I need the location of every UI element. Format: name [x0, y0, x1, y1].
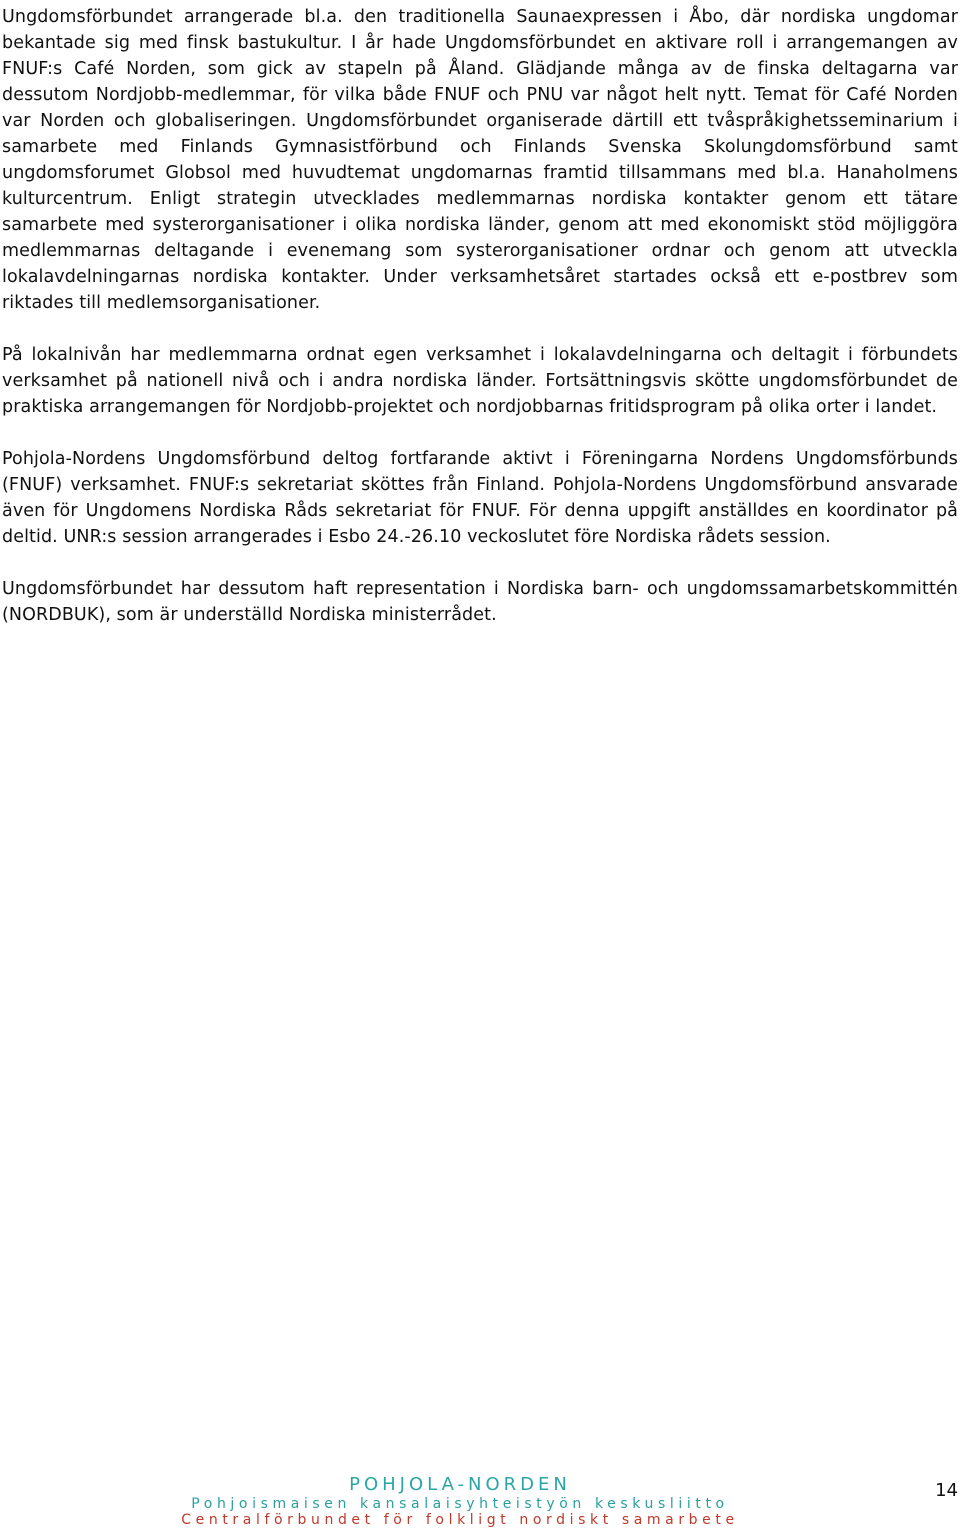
- footer-brand: POHJOLA-NORDEN: [349, 1474, 571, 1495]
- paragraph-3: Pohjola-Nordens Ungdomsförbund deltog fortfarande aktivt i Föreningarna Nordens Ungdomsförbunds (FNUF) verksamhet. FNUF:s sekretariat sköttes från Finland. Pohjola-Nordens Ungdomsförbund ansvarade även för Ungdomens Nordiska Råds sekretariat för FNUF. För denna uppgift anställdes en koordinator på deltid. UNR:s session arrangerades i Esbo 24.-26.10 veckoslutet före Nordiska rådets session.: [2, 449, 958, 547]
- document-body: [2, 4, 958, 654]
- paragraph-4: Ungdomsförbundet har dessutom haft representation i Nordiska barn- och ungdomssamarbetskommittén (NORDBUK), som är underställd Nordiska ministerrådet.: [2, 579, 958, 625]
- page-footer: [0, 1472, 960, 1531]
- page-number: 14: [935, 1480, 958, 1501]
- footer-tagline-fi: Pohjoismaisen kansalaisyhteistyön keskusliitto: [191, 1496, 729, 1512]
- paragraph-2: På lokalnivån har medlemmarna ordnat egen verksamhet i lokalavdelningarna och deltagit i förbundets verksamhet på nationell nivå och i andra nordiska länder. Fortsättningsvis skötte ungdomsförbundet de praktiska arrangemangen för Nordjobb-projektet och nordjobbarnas fritidsprogram på olika orter i landet.: [2, 345, 958, 417]
- paragraph-1: Ungdomsförbundet arrangerade bl.a. den traditionella Saunaexpressen i Åbo, där nordiska ungdomar bekantade sig med finsk bastukultur. I år hade Ungdomsförbundet en aktivare roll i arrangemangen av FNUF:s Café Norden, som gick av stapeln på Åland. Glädjande många av de finska deltagarna var dessutom Nordjobb-medlemmar, för vilka både FNUF och PNU var något helt nytt. Temat för Café Norden var Norden och globaliseringen. Ungdomsförbundet organiserade därtill ett tvåspråkighetsseminarium i samarbete med Finlands Gymnasistförbund och Finlands Svenska Skolungdomsförbund samt ungdomsforumet Globsol med huvudtemat ungdomarnas framtid tillsammans med bl.a. Hanaholmens kulturcentrum. Enligt strategin utvecklades medlemmarnas nordiska kontakter genom ett tätare samarbete med systerorganisationer i olika nordiska länder, genom att med ekonomiskt stöd möjliggöra medlemmarnas deltagande i evenemang som systerorganisationer ordnar och genom att utveckla lokalavdelningarnas nordiska kontakter. Under verksamhetsåret startades också ett e-postbrev som riktades till medlemsorganisationer.: [2, 7, 958, 313]
- footer-tagline-sv: Centralförbundet för folkligt nordiskt samarbete: [181, 1512, 739, 1528]
